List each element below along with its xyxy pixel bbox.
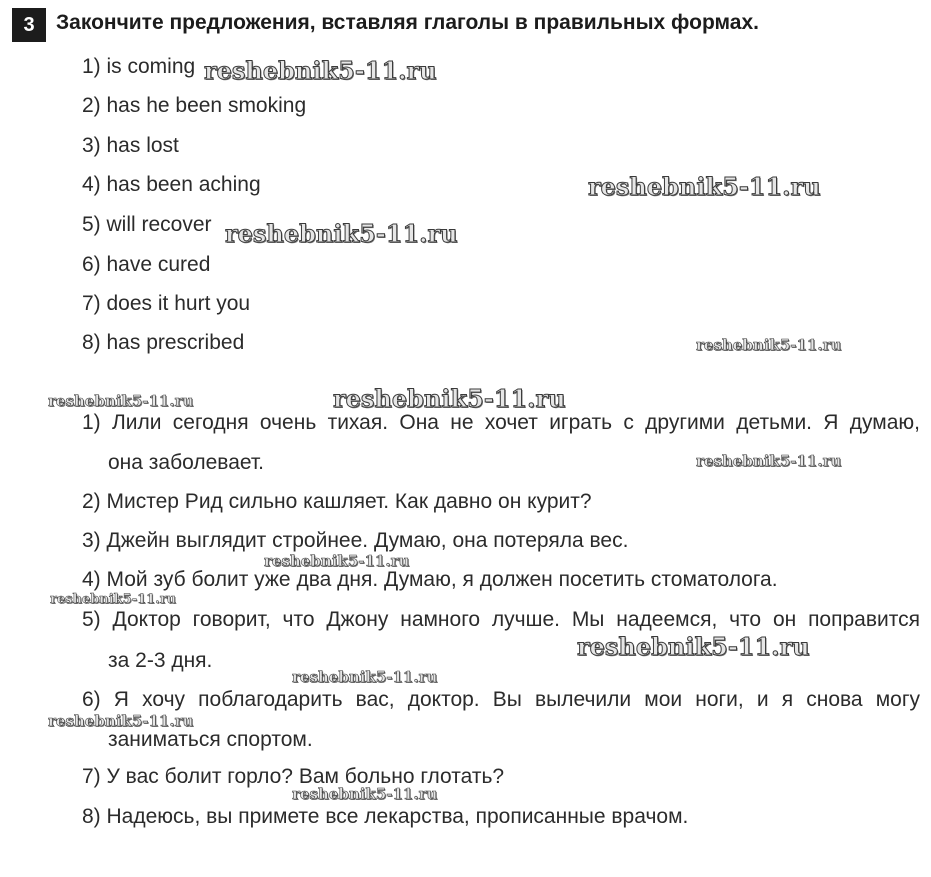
translation-7: 7) У вас болит горло? Вам больно глотать? [82, 765, 505, 788]
answer-3: 3) has lost [82, 134, 179, 157]
translation-2: 2) Мистер Рид сильно кашляет. Как давно он курит? [82, 490, 592, 513]
watermark: reshebnik5-11.ru [48, 712, 194, 730]
watermark: reshebnik5-11.ru [577, 632, 810, 661]
watermark: reshebnik5-11.ru [204, 56, 437, 85]
watermark: reshebnik5-11.ru [696, 336, 842, 354]
answer-2: 2) has he been smoking [82, 94, 307, 117]
translation-6-line-1: 6) Я хочу поблагодарить вас, доктор. Вы вылечили мои ноги, и я снова могу [82, 688, 920, 711]
answer-5: 5) will recover [82, 213, 212, 236]
watermark: reshebnik5-11.ru [333, 384, 566, 413]
translation-5-line-1: 5) Доктор говорит, что Джону намного лучше. Мы надеемся, что он поправится [82, 608, 920, 631]
translation-1-line-2: она заболевает. [108, 451, 264, 474]
answer-7: 7) does it hurt you [82, 292, 251, 315]
translation-4: 4) Мой зуб болит уже два дня. Думаю, я должен посетить стоматолога. [82, 568, 778, 591]
watermark: reshebnik5-11.ru [264, 552, 410, 570]
watermark: reshebnik5-11.ru [292, 785, 438, 803]
watermark: reshebnik5-11.ru [292, 668, 438, 686]
answer-1: 1) is coming [82, 55, 196, 78]
task-number-badge: 3 [12, 8, 46, 42]
watermark: reshebnik5-11.ru [225, 219, 458, 248]
translation-6-line-2: заниматься спортом. [108, 728, 313, 751]
translation-3: 3) Джейн выглядит стройнее. Думаю, она потеряла вес. [82, 529, 629, 552]
watermark: reshebnik5-11.ru [50, 592, 177, 607]
watermark: reshebnik5-11.ru [696, 452, 842, 470]
watermark: reshebnik5-11.ru [588, 172, 821, 201]
answer-6: 6) have cured [82, 253, 211, 276]
answer-4: 4) has been aching [82, 173, 261, 196]
translation-8: 8) Надеюсь, вы примете все лекарства, прописанные врачом. [82, 805, 689, 828]
watermark: reshebnik5-11.ru [48, 392, 194, 410]
translation-1-line-1: 1) Лили сегодня очень тихая. Она не хочет играть с другими детьми. Я думаю, [82, 411, 920, 434]
answer-8: 8) has prescribed [82, 331, 245, 354]
task-title: Закончите предложения, вставляя глаголы в правильных формах. [56, 11, 759, 34]
translation-5-line-2: за 2-3 дня. [108, 649, 213, 672]
